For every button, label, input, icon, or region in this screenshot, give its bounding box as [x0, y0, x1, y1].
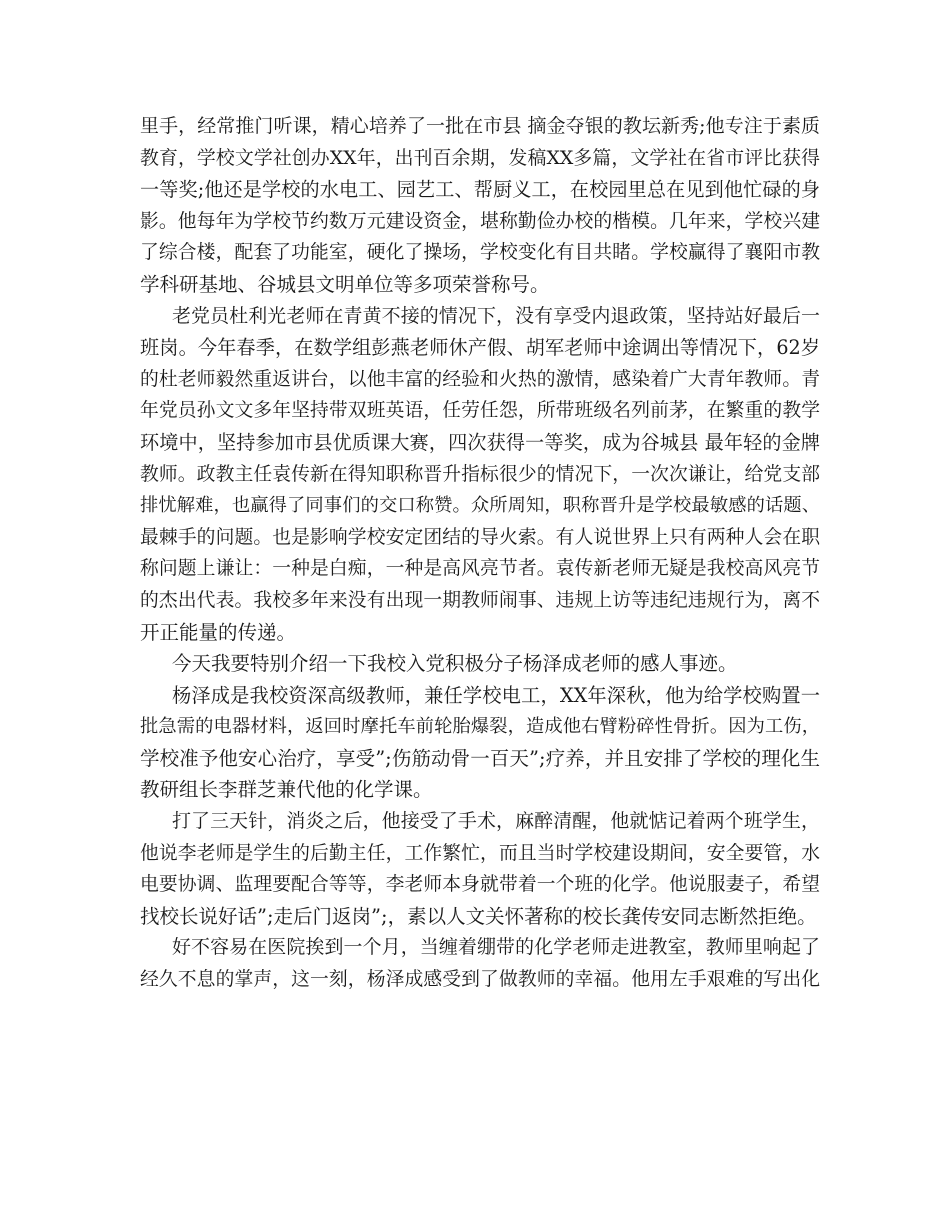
text-line: 批急需的电器材料，返回时摩托车前轮胎爆裂，造成他右臂粉碎性骨折。因为工伤，	[140, 716, 820, 738]
text-line: 学科研基地、谷城县文明单位等多项荣誉称号。	[140, 272, 550, 296]
text-line: 的杜老师毅然重返讲台，以他丰富的经验和火热的激情，感染着广大青年教师。青	[140, 368, 820, 390]
text-line: 老党员杜利光老师在青黄不接的情况下，没有享受内退政策，坚持站好最后一	[172, 304, 820, 327]
text-line: 里手，经常推门听课，精心培养了一批在市县 摘金夺银的教坛新秀;他专注于素质	[140, 115, 820, 137]
text-line: 了综合楼，配套了功能室，硬化了操场，学校变化有目共睹。学校赢得了襄阳市教	[140, 242, 820, 264]
text-line: 开正能量的传递。	[140, 620, 297, 644]
text-line: 影。他每年为学校节约数万元建设资金，堪称勤俭办校的楷模。几年来，学校兴建	[140, 210, 820, 232]
text-line: 排忧解难，也赢得了同事们的交口称赞。众所周知，职称晋升是学校最敏感的话题、	[140, 495, 820, 517]
paragraph	[140, 301, 820, 649]
text-line: 打了三天针，消炎之后，他接受了手术，麻醉清醒，他就惦记着两个班学生，	[172, 810, 820, 833]
text-line: 电要协调、监理要配合等等，李老师本身就带着一个班的化学。他说服妻子，希望	[140, 874, 820, 896]
text-line: 称问题上谦让：一种是白痴，一种是高风亮节者。袁传新老师无疑是我校高风亮节	[140, 558, 820, 580]
paragraph	[140, 932, 820, 995]
text-line: 经久不息的掌声，这一刻，杨泽成感受到了做教师的幸福。他用左手艰难的写出化	[140, 969, 820, 991]
text-line: 学校准予他安心治疗，享受”;伤筋动骨一百天”;疗养，并且安排了学校的理化生	[140, 746, 820, 770]
text-line: 杨泽成是我校资深高级教师，兼任学校电工，XX年深秋，他为给学校购置一	[172, 683, 820, 707]
document-body	[140, 111, 820, 996]
paragraph	[140, 806, 820, 932]
paragraph	[140, 111, 820, 301]
paragraph	[140, 648, 820, 680]
paragraph	[140, 680, 820, 806]
text-line: 班岗。今年春季，在数学组彭燕老师休产假、胡军老师中途调出等情况下，62岁	[140, 336, 820, 360]
text-line: 教育，学校文学社创办XX年，出刊百余期，发稿XX多篇，文学社在省市评比获得	[140, 146, 820, 169]
text-line: 好不容易在医院挨到一个月，当缠着绷带的化学老师走进教室，教师里响起了	[172, 936, 820, 959]
text-line: 今天我要特别介绍一下我校入党积极分子杨泽成老师的感人事迹。	[172, 652, 738, 676]
text-line: 他说李老师是学生的后勤主任，工作繁忙，而且当时学校建设期间，安全要管，水	[140, 842, 820, 864]
text-line: 的杰出代表。我校多年来没有出现一期教师闹事、违规上访等违纪违规行为，离不	[140, 589, 820, 611]
text-line: 教研组长李群芝兼代他的化学课。	[140, 778, 433, 802]
text-line: 一等奖;他还是学校的水电工、园艺工、帮厨义工，在校园里总在见到他忙碌的身	[140, 178, 820, 202]
text-line: 教师。政教主任袁传新在得知职称晋升指标很少的情况下，一次次谦让，给党支部	[140, 463, 820, 485]
text-line: 年党员孙文文多年坚持带双班英语，任劳任怨，所带班级名列前茅，在繁重的教学	[140, 400, 820, 422]
text-line: 环境中，坚持参加市县优质课大赛，四次获得一等奖，成为谷城县 最年轻的金牌	[140, 430, 820, 454]
text-line: 找校长说好话”;走后门返岗”;，素以人文关怀著称的校长龚传安同志断然拒绝。	[140, 904, 817, 928]
text-line: 最棘手的问题。也是影响学校安定团结的导火索。有人说世界上只有两种人会在职	[140, 526, 820, 548]
